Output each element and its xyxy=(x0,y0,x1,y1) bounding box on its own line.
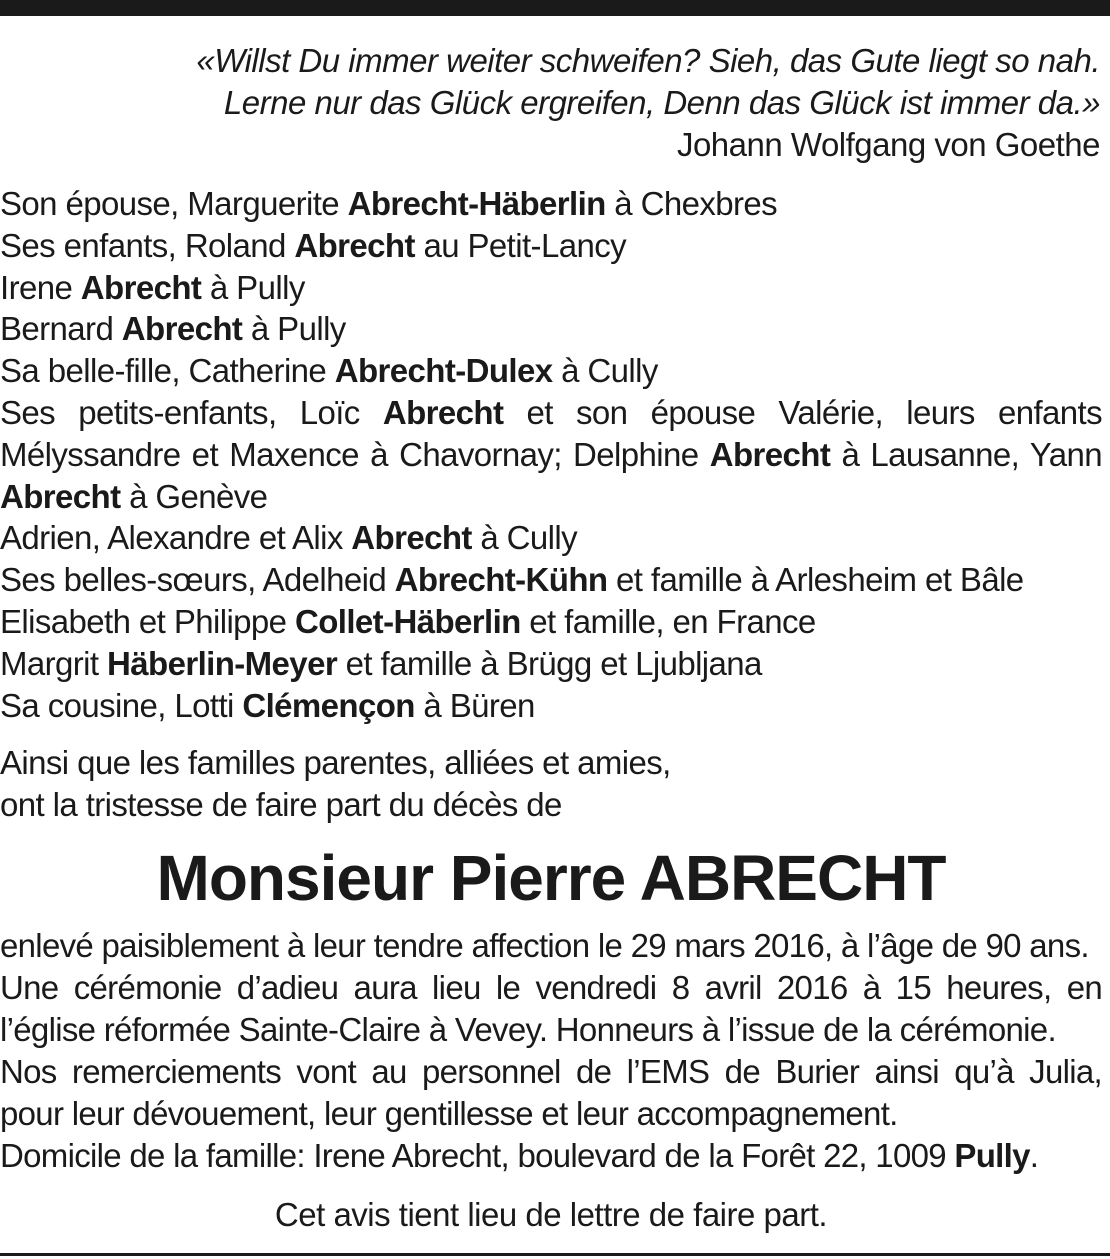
family-name: Abrecht xyxy=(709,435,831,473)
family-line: Margrit Häberlin-Meyer et famille à Brügg et Ljubljana xyxy=(0,644,762,682)
family-name: Abrecht xyxy=(0,477,121,515)
family-name: Abrecht-Häberlin xyxy=(347,185,606,222)
deceased-name: Monsieur Pierre ABRECHT xyxy=(156,842,946,914)
body-line: l’église réformée Sainte-Claire à Vevey. Honneurs à l’issue de la cérémonie. xyxy=(0,1011,1056,1048)
family-line: Bernard Abrecht à Pully xyxy=(0,310,346,348)
bottom-rule xyxy=(0,1253,1110,1256)
family-name: Collet-Häberlin xyxy=(295,602,521,640)
family-name: Abrecht xyxy=(80,268,202,306)
body-line: Domicile de la famille: Irene Abrecht, boulevard de la Forêt 22, 1009 Pully. xyxy=(0,1137,1039,1174)
epigraph-quote xyxy=(10,40,1100,166)
family-line: Adrien, Alexandre et Alix Abrecht à Cully xyxy=(0,519,578,557)
family-name: Abrecht xyxy=(382,393,504,431)
family-name: Abrecht xyxy=(351,519,472,557)
family-name: Abrecht-Dulex xyxy=(334,352,553,390)
family-line: Irene Abrecht à Pully xyxy=(0,268,305,306)
family-line: Elisabeth et Philippe Collet-Häberlin et famille, en France xyxy=(0,602,816,640)
top-rule xyxy=(0,0,1110,16)
family-name: Abrecht-Kühn xyxy=(394,561,608,599)
notice-body xyxy=(0,925,1102,1177)
body-line: Nos remerciements vont au personnel de l’EMS de Burier ainsi qu’à Julia, xyxy=(0,1053,1102,1090)
body-line: enlevé paisiblement à leur tendre affection le 29 mars 2016, à l’âge de 90 ans. xyxy=(0,927,1089,964)
town-name: Pully xyxy=(954,1137,1030,1174)
family-line: Ses enfants, Roland Abrecht au Petit-Lancy xyxy=(0,226,626,264)
family-line: Ses belles-sœurs, Adelheid Abrecht-Kühn et famille à Arlesheim et Bâle xyxy=(0,561,1024,599)
family-name: Clémençon xyxy=(242,686,415,724)
quote-line: Lerne nur das Glück ergreifen, Denn das Glück ist immer da.» xyxy=(223,84,1100,121)
family-line: Sa cousine, Lotti Clémençon à Büren xyxy=(0,686,535,724)
announcement-intro xyxy=(0,742,671,826)
closing-note: Cet avis tient lieu de lettre de faire part. xyxy=(274,1196,828,1233)
family-line: Sa belle-fille, Catherine Abrecht-Dulex à Cully xyxy=(0,352,658,390)
body-line: pour leur dévouement, leur gentillesse et leur accompagnement. xyxy=(0,1095,898,1132)
family-name: Abrecht xyxy=(121,310,243,348)
family-name: Abrecht xyxy=(294,226,415,264)
family-list xyxy=(0,183,1102,726)
quote-line: «Willst Du immer weiter schweifen? Sieh, das Gute liegt so nah. xyxy=(196,42,1100,79)
intro-line: Ainsi que les familles parentes, alliées et amies, xyxy=(0,744,671,781)
family-line: Ses petits-enfants, Loïc Abrecht et son épouse Valérie, leurs enfants Mélyssandre et Maxence à Chavornay; Delphine Abrecht à Lausanne, Yann Abrecht à Genève xyxy=(0,393,1102,515)
body-line: Une cérémonie d’adieu aura lieu le vendredi 8 avril 2016 à 15 heures, en xyxy=(0,969,1102,1006)
family-name: Häberlin-Meyer xyxy=(107,644,338,682)
intro-line: ont la tristesse de faire part du décès de xyxy=(0,786,562,823)
quote-author: Johann Wolfgang von Goethe xyxy=(676,126,1100,163)
family-line: Son épouse, Marguerite Abrecht-Häberlin à Chexbres xyxy=(0,185,778,222)
